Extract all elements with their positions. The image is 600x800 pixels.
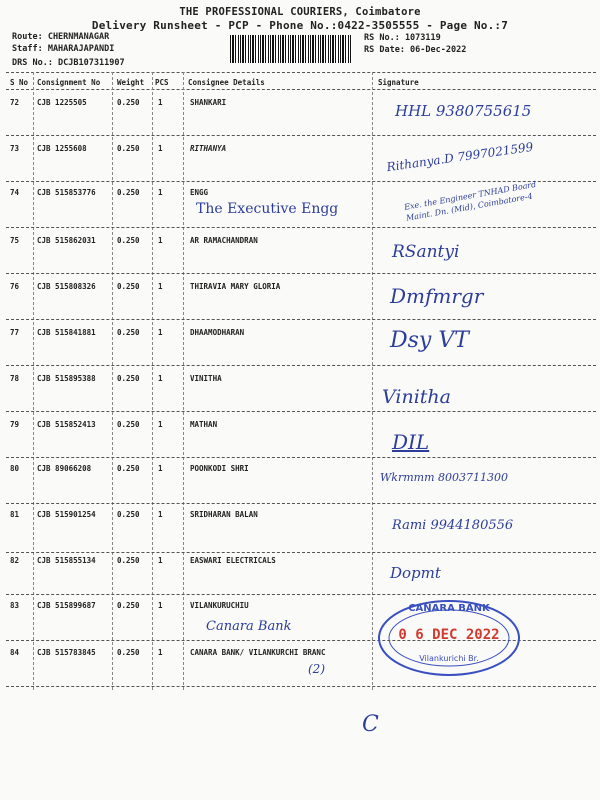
rs-number: RS No.: 1073119: [364, 33, 441, 43]
row-consignment: CJB 515783845: [37, 648, 96, 657]
barcode-image: [230, 35, 352, 63]
handwritten-signature: Dmfmrgr: [390, 284, 484, 308]
row-consignee: DHAAMODHARAN: [190, 328, 245, 337]
footer-mark: C: [362, 712, 379, 737]
row-pcs: 1: [158, 510, 163, 519]
col-header-pcs: PCS: [155, 78, 169, 87]
row-consignment: CJB 515895388: [37, 374, 96, 383]
row-consignee: SHANKARI: [190, 98, 227, 107]
table-row: [0, 274, 600, 320]
row-pcs: 1: [158, 328, 163, 337]
col-header-weight: Weight: [117, 78, 145, 87]
runsheet-subtitle: Delivery Runsheet - PCP - Phone No.:0422-3505555 - Page No.:7: [91, 19, 509, 32]
row-consignee: MATHAN: [190, 420, 218, 429]
runsheet-title: THE PROFESSIONAL COURIERS, Coimbatore: [179, 6, 421, 18]
row-consignment: CJB 515855134: [37, 556, 96, 565]
row-pcs: 1: [158, 144, 163, 153]
row-pcs: 1: [158, 282, 163, 291]
col-header-sno: S No: [10, 78, 29, 87]
handwritten-signature: Vinitha: [382, 386, 451, 408]
col-header-consignment: Consignment No: [37, 78, 101, 87]
row-consignee: RITHANYA: [190, 144, 227, 153]
row-sno: 79: [10, 420, 20, 429]
row-weight: 0.250: [117, 328, 140, 337]
row-pcs: 1: [158, 188, 163, 197]
row-sno: 75: [10, 236, 20, 245]
row-weight: 0.250: [117, 236, 140, 245]
handwritten-signature: DIL: [392, 430, 430, 454]
table-row: [0, 320, 600, 366]
col-header-consignee: Consignee Details: [188, 78, 265, 87]
row-consignee: SRIDHARAN BALAN: [190, 510, 258, 519]
row-pcs: 1: [158, 98, 163, 107]
row-pcs: 1: [158, 648, 163, 657]
row-consignment: CJB 515852413: [37, 420, 96, 429]
row-sno: 72: [10, 98, 20, 107]
row-sno: 73: [10, 144, 20, 153]
row-weight: 0.250: [117, 188, 140, 197]
row-weight: 0.250: [117, 420, 140, 429]
row-weight: 0.250: [117, 98, 140, 107]
row-pcs: 1: [158, 236, 163, 245]
table-row: [0, 179, 600, 228]
staff-label: Staff: MAHARAJAPANDI: [12, 44, 115, 54]
row-weight: 0.250: [117, 601, 140, 610]
row-pcs: 1: [158, 374, 163, 383]
row-sno: 77: [10, 328, 20, 337]
row-consignment: CJB 89066208: [37, 464, 92, 473]
row-consignment: CJB 515901254: [37, 510, 96, 519]
stamp-bank-name: CANARA BANK: [408, 603, 490, 614]
table-row: [0, 412, 600, 458]
row-consignee: AR RAMACHANDRAN: [190, 236, 258, 245]
row-pcs: 1: [158, 464, 163, 473]
row-weight: 0.250: [117, 464, 140, 473]
row-rule: [6, 686, 596, 687]
row-weight: 0.250: [117, 556, 140, 565]
stamp-branch: Vilankurichi Br.: [419, 654, 479, 663]
handwritten-signature: Wkrmmm 8003711300: [380, 471, 509, 484]
table-row: [0, 458, 600, 504]
stamp-date: 0 6 DEC 2022: [398, 627, 500, 643]
row-consignment: CJB 515899687: [37, 601, 96, 610]
table-row: [0, 136, 600, 182]
handwritten-signature: HHL 9380755615: [395, 102, 532, 120]
row-sno: 84: [10, 648, 20, 657]
row-consignment: CJB 515841881: [37, 328, 96, 337]
table-row: [0, 504, 600, 550]
table-row: [0, 552, 600, 596]
bank-stamp: [376, 598, 522, 678]
handwritten-signature: RSantyi: [392, 242, 460, 262]
table-top-rule: [6, 72, 596, 73]
office-seal-text: Exe. the Engineer TNHAD Board Maint. Dn. (Mid), Coimbatore-4: [403, 179, 537, 223]
row-consignee: POONKODI SHRI: [190, 464, 249, 473]
row-weight: 0.250: [117, 144, 140, 153]
row-consignee: VILANKURUCHIU: [190, 601, 249, 610]
row-rule: [6, 594, 596, 595]
handwritten-signature: Rithanya.D 7997021599: [385, 139, 535, 175]
table-row: [0, 366, 600, 412]
row-consignment: CJB 515862031: [37, 236, 96, 245]
row-sno: 83: [10, 601, 20, 610]
row-sno: 74: [10, 188, 20, 197]
row-pcs: 1: [158, 556, 163, 565]
row-consignee: EASWARI ELECTRICALS: [190, 556, 276, 565]
row-sno: 78: [10, 374, 20, 383]
row-pcs: 1: [158, 420, 163, 429]
row-weight: 0.250: [117, 510, 140, 519]
row-consignee: CANARA BANK/ VILANKURCHI BRANC: [190, 648, 326, 657]
handwritten-signature: Dsy VT: [390, 328, 469, 353]
handwritten-signature: Rami 9944180556: [392, 518, 514, 533]
table-row: [0, 90, 600, 136]
route-label: Route: CHERNMANAGAR: [12, 32, 110, 42]
row-consignee: VINITHA: [190, 374, 222, 383]
rs-date: RS Date: 06-Dec-2022: [364, 45, 467, 55]
table-row: [0, 228, 600, 274]
row-sno: 76: [10, 282, 20, 291]
drs-number: DRS No.: DCJB107311907: [12, 58, 125, 68]
row-consignment: CJB 515808326: [37, 282, 96, 291]
row-weight: 0.250: [117, 648, 140, 657]
row-sno: 81: [10, 510, 20, 519]
row-sno: 80: [10, 464, 20, 473]
handwritten-note: Canara Bank: [206, 619, 292, 634]
row-sno: 82: [10, 556, 20, 565]
handwritten-signature: Dopmt: [390, 564, 441, 582]
row-consignment: CJB 1255608: [37, 144, 87, 153]
row-consignment: CJB 515853776: [37, 188, 96, 197]
row-consignee: THIRAVIA MARY GLORIA: [190, 282, 281, 291]
row-consignee: ENGG: [190, 188, 209, 197]
col-header-signature: Signature: [378, 78, 419, 87]
handwritten-note: The Executive Engg: [196, 201, 339, 217]
row-weight: 0.250: [117, 282, 140, 291]
handwritten-note: (2): [308, 662, 325, 676]
row-weight: 0.250: [117, 374, 140, 383]
row-pcs: 1: [158, 601, 163, 610]
row-consignment: CJB 1225505: [37, 98, 87, 107]
